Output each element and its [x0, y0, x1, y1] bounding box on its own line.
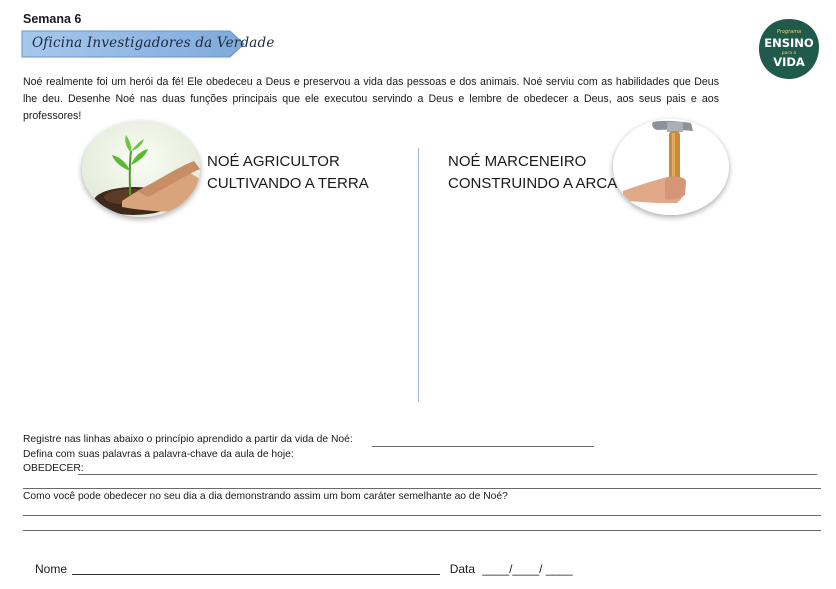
name-field[interactable]: [72, 574, 440, 575]
ensino-para-a-vida-logo: [756, 16, 822, 82]
svg-text:VIDA: VIDA: [773, 55, 805, 69]
date-label: Data: [449, 562, 476, 576]
week-label: Semana 6: [23, 12, 82, 26]
left-heading-line1: NOÉ AGRICULTOR: [207, 153, 340, 170]
section-divider: [418, 148, 419, 402]
banner-title: Oficina Investigadores da Verdade: [32, 35, 275, 51]
date-field[interactable]: ____/____/ ____: [482, 562, 573, 576]
keyword-label: OBEDECER:: [23, 463, 84, 474]
left-section-heading: [207, 151, 369, 195]
seedling-hands-image: [82, 121, 200, 217]
intro-paragraph: Noé realmente foi um herói da fé! Ele obedeceu a Deus e preservou a vida das pessoas e dos animais. Noé serviu com as habilidades que Deus lhe deu. Desenhe Noé nas duas funções principais que ele executou servindo a Deus e lembre de obedecer a Deus, aos seus pais e aos professores!: [23, 76, 719, 122]
right-heading-line1: NOÉ MARCENEIRO: [448, 153, 587, 170]
question-2: Defina com suas palavras a palavra-chave da aula de hoje:: [23, 449, 294, 460]
answer-line-keyword[interactable]: [78, 474, 817, 475]
question-1: Registre nas linhas abaixo o princípio aprendido a partir da vida de Noé:: [23, 434, 353, 445]
svg-text:ENSINO: ENSINO: [764, 36, 814, 50]
name-date-row: [35, 562, 573, 576]
title-banner: [20, 29, 275, 59]
answer-line-2[interactable]: [23, 488, 821, 489]
svg-text:Programa: Programa: [776, 29, 802, 35]
left-heading-line2: CULTIVANDO A TERRA: [207, 175, 369, 192]
answer-line-4[interactable]: [23, 530, 821, 531]
hammer-hand-image: [613, 119, 729, 215]
answer-line-1[interactable]: [372, 446, 594, 447]
question-3: Como você pode obedecer no seu dia a dia demonstrando assim um bom caráter semelhante ao de Noé?: [23, 491, 508, 502]
right-heading-line2: CONSTRUINDO A ARCA: [448, 175, 618, 192]
right-section-heading: [448, 151, 617, 195]
svg-text:para a: para a: [781, 51, 797, 56]
answer-line-3[interactable]: [23, 515, 821, 516]
name-label: Nome: [35, 562, 68, 576]
